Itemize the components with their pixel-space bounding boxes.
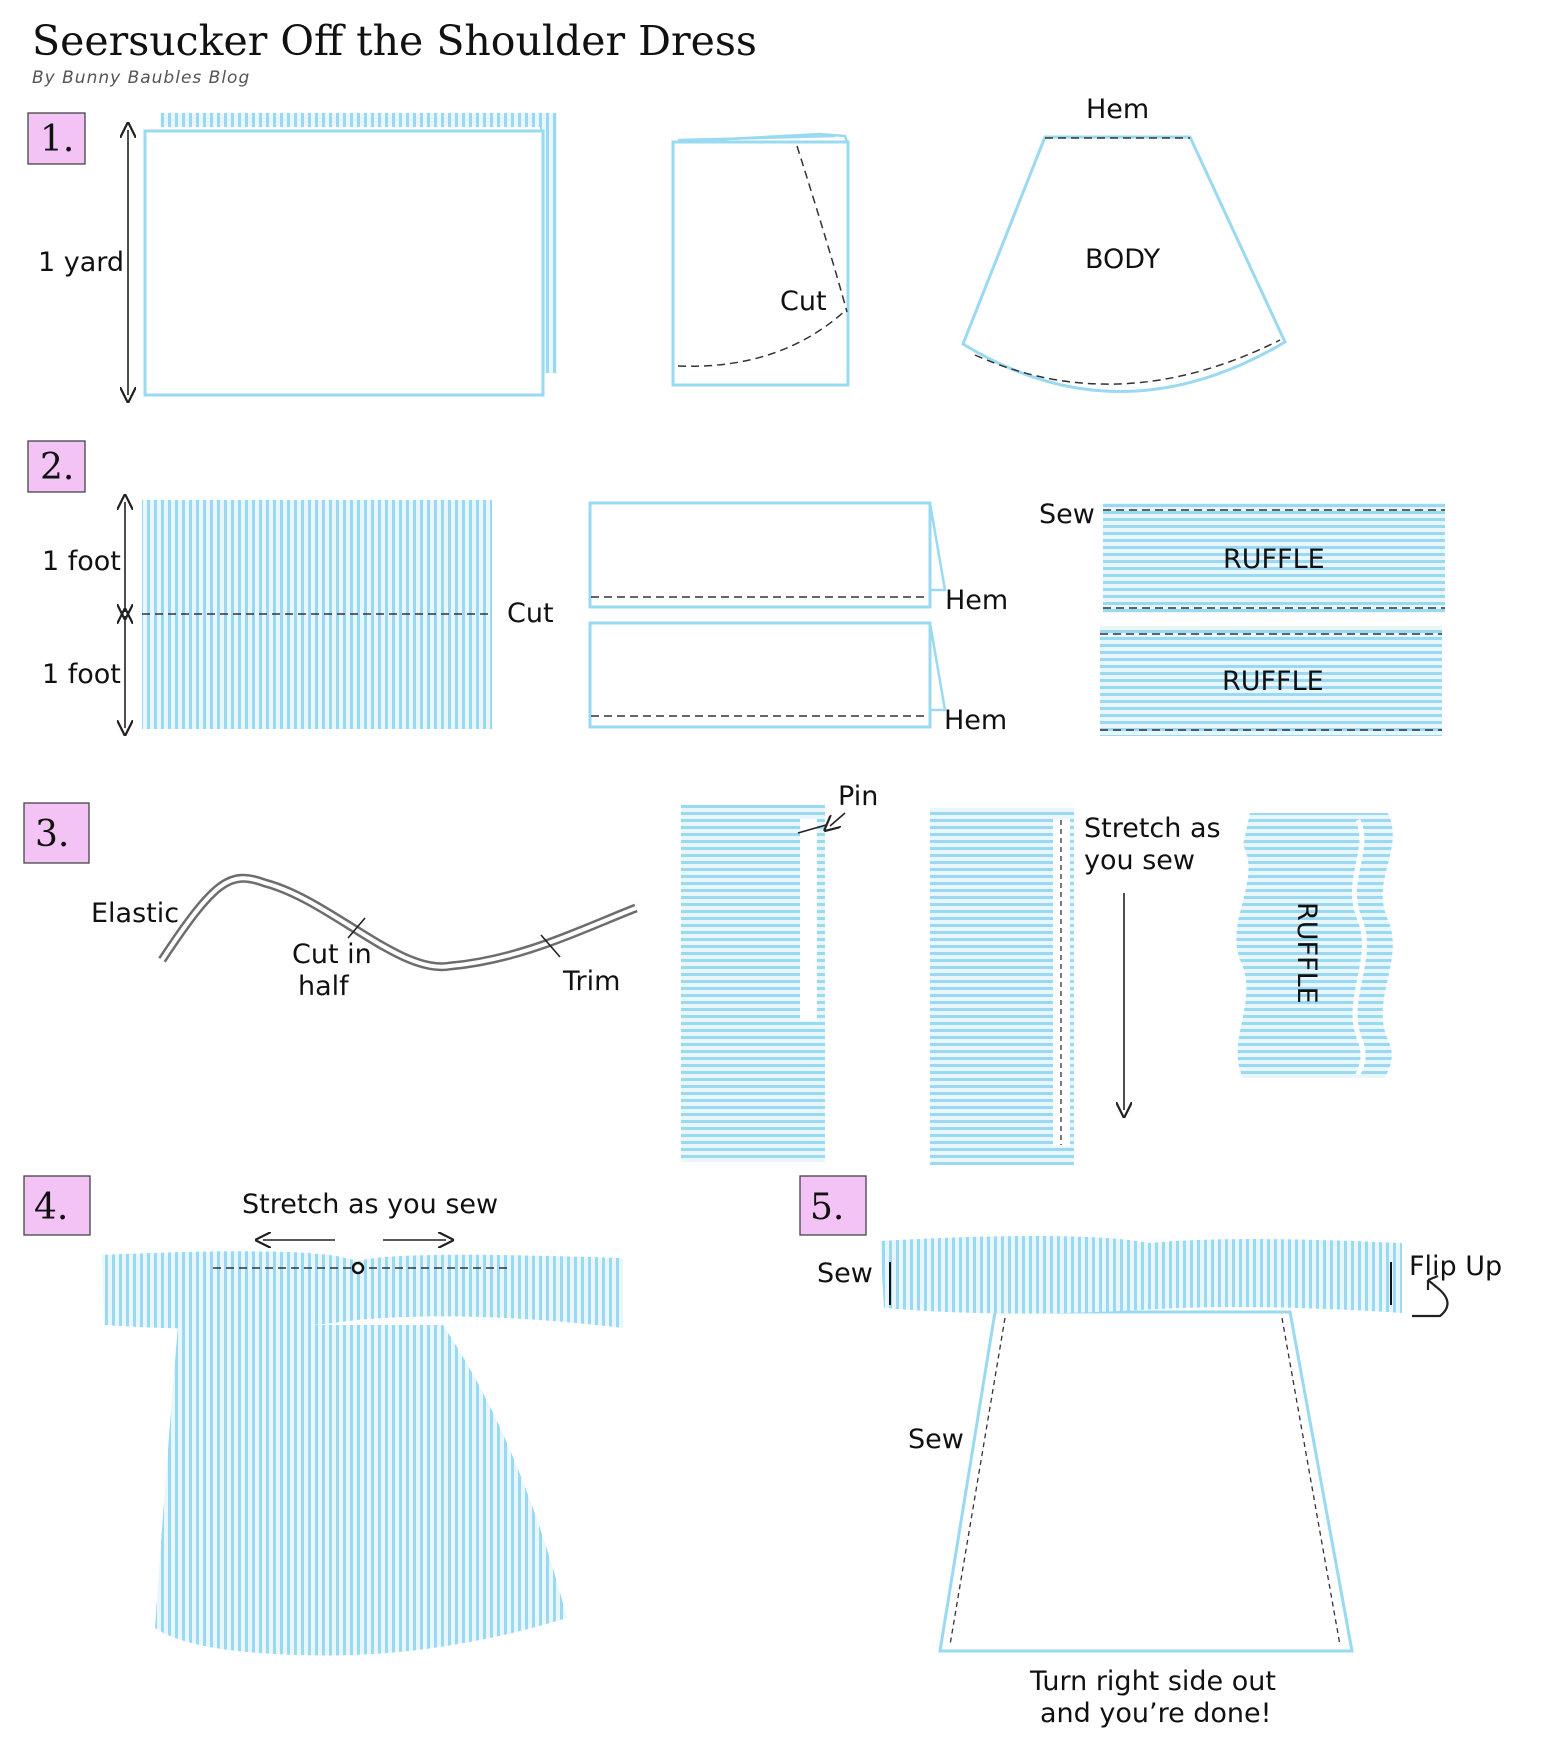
label-cut-half-1: Cut in	[292, 939, 372, 970]
folded-strip-bottom	[590, 623, 930, 727]
fabric-fold-top	[160, 113, 557, 127]
label-ruffle-3: RUFFLE	[1291, 902, 1322, 1004]
strip-fold-bottom	[930, 623, 945, 710]
strip-fold-top	[930, 503, 945, 590]
label-foot-top: 1 foot	[42, 546, 121, 577]
label-sew-2: Sew	[1039, 499, 1095, 530]
flip-up-icon	[1412, 1276, 1448, 1316]
label-ruffle-2a: RUFFLE	[1223, 544, 1325, 575]
page-title: Seersucker Off the Shoulder Dress	[32, 17, 757, 65]
step-1-number: 1.	[40, 119, 75, 160]
byline: By Bunny Baubles Blog	[32, 68, 251, 88]
label-cut-2: Cut	[507, 598, 554, 629]
label-done-1: Turn right side out	[1030, 1666, 1276, 1697]
label-trim: Trim	[563, 966, 621, 997]
label-sew-5a: Sew	[817, 1258, 873, 1289]
step-2-number: 2.	[40, 447, 75, 488]
label-done-2: and you’re done!	[1040, 1698, 1272, 1729]
step-3	[24, 781, 1393, 1165]
label-1-yard: 1 yard	[38, 247, 125, 278]
folded-fabric	[673, 142, 848, 385]
step-1	[28, 94, 1285, 395]
label-pin: Pin	[838, 781, 879, 812]
label-flip-up: Flip Up	[1409, 1251, 1503, 1282]
elastic-band-inner	[162, 878, 636, 966]
step-4-number: 4.	[34, 1187, 69, 1228]
dress-body-4	[155, 1325, 567, 1656]
label-body: BODY	[1085, 244, 1161, 275]
fabric-yard-panel	[145, 131, 543, 395]
step-5	[800, 1176, 1502, 1729]
label-hem-2b: Hem	[944, 705, 1008, 736]
step-3-number: 3.	[35, 814, 70, 855]
step-2	[28, 441, 1445, 736]
step-4	[24, 1176, 623, 1656]
label-sew-5b: Sew	[908, 1424, 964, 1455]
label-foot-bottom: 1 foot	[42, 659, 121, 690]
label-hem-1: Hem	[1086, 94, 1150, 125]
label-stretch-4: Stretch as you sew	[242, 1189, 499, 1220]
sewn-fabric	[930, 808, 1074, 1165]
label-hem-2a: Hem	[945, 585, 1009, 616]
label-elastic: Elastic	[91, 898, 180, 929]
elastic-pinned	[800, 819, 817, 1021]
label-stretch-1: Stretch as	[1084, 813, 1221, 844]
label-stretch-2: you sew	[1084, 845, 1195, 876]
label-cut-half-2: half	[298, 971, 349, 1002]
label-cut-1: Cut	[780, 286, 827, 317]
label-ruffle-2b: RUFFLE	[1222, 666, 1324, 697]
pin-arrow	[830, 813, 845, 826]
ruffle-bodice-4	[102, 1251, 623, 1329]
ruffle-bodice-5	[880, 1236, 1402, 1314]
elastic-seam-point	[353, 1263, 363, 1273]
step-5-number: 5.	[810, 1187, 845, 1228]
folded-strip-top	[590, 503, 930, 607]
